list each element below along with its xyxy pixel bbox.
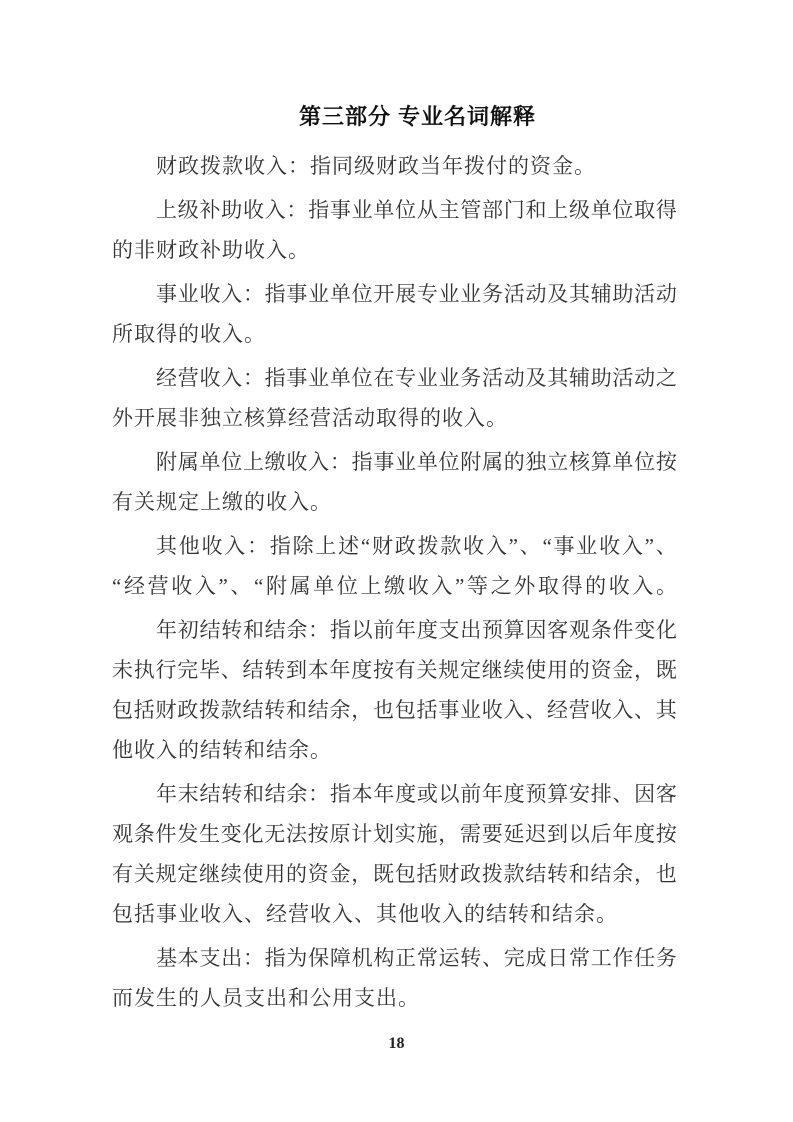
text-line: 年 末 结 转 和 结 余 ： 指 本 年 度 或 以 前 年 度 预 算 安 排 、 因 客 [156,782,677,806]
paragraph [112,526,677,606]
paragraph [112,938,677,1018]
page-number: 18 [388,1035,405,1052]
text-line: 其 他 收 入 ： 指 除 上 述 “ 财 政 拨 款 收 入 ” 、 “ 事 业 收 入 ” 、 [156,534,677,558]
paragraph [112,358,677,438]
text-line: 经 营 收 入 ： 指 事 业 单 位 在 专 业 业 务 活 动 及 其 辅 助 活 动 之 [156,366,677,390]
text-line: 有关规定上缴的收入。 [112,490,332,514]
text-line: “ 经 营 收 入 ” 、 “ 附 属 单 位 上 缴 收 入 ” 等 之 外 取 得 的 收 入 。 [112,574,677,598]
paragraph [112,190,677,270]
text-line: 附 属 单 位 上 缴 收 入 ： 指 事 业 单 位 附 属 的 独 立 核 算 单 位 按 [156,450,677,474]
text-line: 而发生的人员支出和公用支出。 [112,986,420,1010]
text-line: 有 关 规 定 继 续 使 用 的 资 金 ， 既 包 括 财 政 拨 款 结 转 和 结 余 ， 也 [112,862,677,886]
text-line: 外开展非独立核算经营活动取得的收入。 [112,406,508,430]
text-line: 的非财政补助收入。 [112,238,310,262]
page-title: 第三部分 专业名词解释 [298,104,537,129]
paragraph [112,442,677,522]
text-line: 未 执 行 完 毕 、 结 转 到 本 年 度 按 有 关 规 定 继 续 使 用 的 资 金 ， 既 [112,658,677,682]
paragraph [112,774,677,934]
text-line: 事 业 收 入 ： 指 事 业 单 位 开 展 专 业 业 务 活 动 及 其 辅 助 活 动 [156,282,677,306]
text-line: 所取得的收入。 [112,322,266,346]
text-line: 基 本 支 出 ： 指 为 保 障 机 构 正 常 运 转 、 完 成 日 常 工 作 任 务 [156,946,677,970]
text-line: 观 条 件 发 生 变 化 无 法 按 原 计 划 实 施 ， 需 要 延 迟 到 以 后 年 度 按 [112,822,677,846]
text-line: 包 括 财 政 拨 款 结 转 和 结 余 ， 也 包 括 事 业 收 入 、 经 营 收 入 、 其 [112,698,677,722]
paragraph [112,610,677,770]
paragraph [112,274,677,354]
text-line: 年 初 结 转 和 结 余 ： 指 以 前 年 度 支 出 预 算 因 客 观 条 件 变 化 [156,618,677,642]
text-line: 财政拨款收入：指同级财政当年拨付的资金。 [156,154,596,178]
text-line: 上 级 补 助 收 入 ： 指 事 业 单 位 从 主 管 部 门 和 上 级 单 位 取 得 [156,198,677,222]
text-line: 包括事业收入、经营收入、其他收入的结转和结余。 [112,902,618,926]
document-body [112,146,677,1018]
paragraph [112,146,677,186]
text-line: 他收入的结转和结余。 [112,738,332,762]
